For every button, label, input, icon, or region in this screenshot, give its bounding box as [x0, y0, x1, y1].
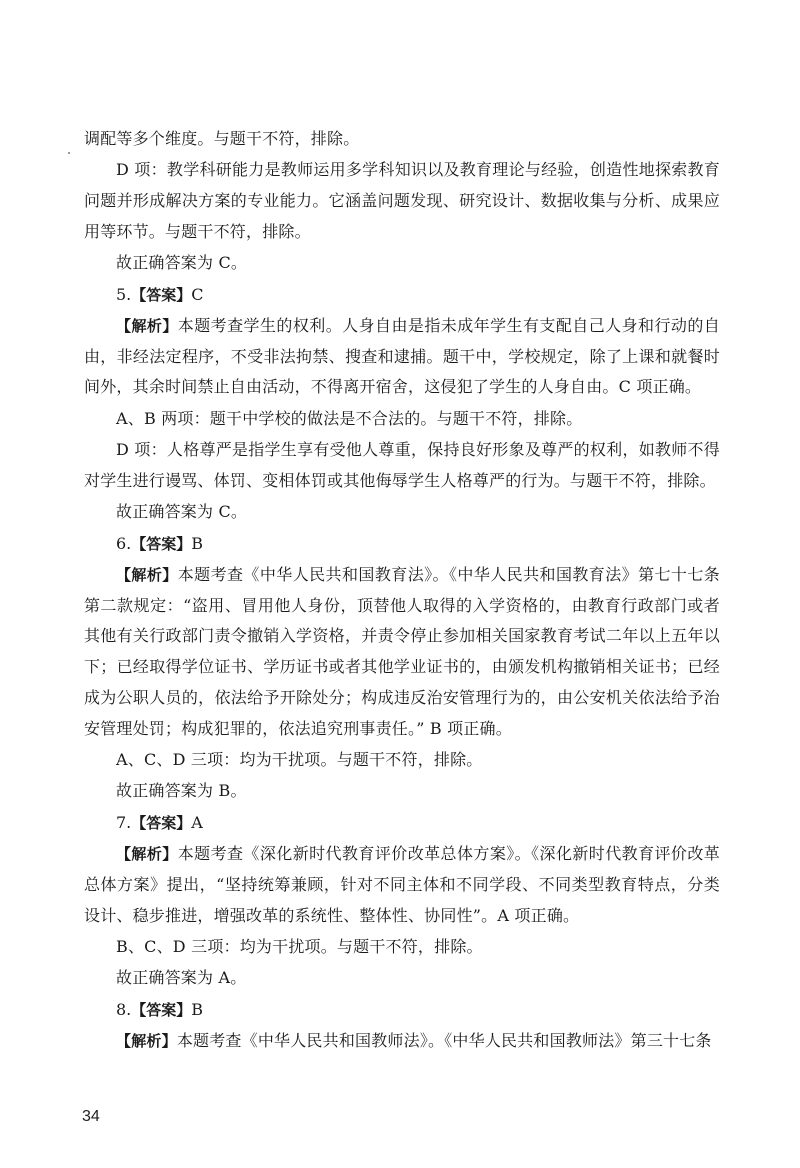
q5-analysis: [84, 311, 720, 403]
paragraph-continuation: 调配等多个维度。与题干不符，排除。: [84, 129, 360, 148]
q5-answer-line: [84, 280, 720, 311]
q5-analysis-text: 本题考查学生的权利。人身自由是指未成年学生有支配自己人身和行动的自由，非经法定程序，不受非法拘禁、搜查和逮捕。题干中，学校规定，除了上课和就餐时间外，其余时间禁止自由活动，不得离开宿舍，这侵犯了学生的人身自由。C 项正确。: [84, 315, 720, 397]
q5-analysis-tag: 【解析】: [116, 316, 178, 335]
q6-answer-tag: 【答案】: [131, 534, 192, 553]
q8-number: 8.: [116, 999, 132, 1019]
q7-answer-tag: 【答案】: [131, 813, 192, 832]
paragraph-option-d: D 项：教学科研能力是教师运用多学科知识以及教育理论与经验，创造性地探索教育问题并形成解决方案的专业能力。它涵盖问题发现、研究设计、数据收集与分析、成果应用等环节。与题干不符，排除。: [84, 160, 720, 241]
q5-option-ab: A、B 两项：题干中学校的做法是不合法的。与题干不符，排除。: [116, 408, 583, 428]
q8-analysis: [84, 1026, 720, 1057]
scan-speck: [68, 152, 70, 154]
q5-conclusion: 故正确答案为 C。: [116, 502, 248, 522]
q8-analysis-text: 本题考查《中华人民共和国教师法》。《中华人民共和国教师法》第三十七条: [176, 1031, 712, 1051]
q6-answer: B: [191, 533, 204, 553]
q5-answer-tag: 【答案】: [131, 285, 192, 304]
page-content: [84, 124, 720, 1057]
q6-answer-line: [84, 529, 720, 560]
q7-number: 7.: [116, 812, 132, 832]
q7-answer: A: [191, 812, 203, 832]
paragraph-conclusion-q4: 故正确答案为 C。: [116, 253, 248, 273]
q7-analysis-tag: 【解析】: [116, 845, 178, 864]
q8-answer: B: [191, 999, 204, 1019]
q5-option-d: D 项：人格尊严是指学生享有受他人尊重，保持良好形象及尊严的权利，如教师不得对学生进行谩骂、体罚、变相体罚或其他侮辱学生人格尊严的行为。与题干不符，排除。: [84, 440, 720, 490]
q6-conclusion: 故正确答案为 B。: [116, 781, 247, 801]
q7-option-bcd: B、C、D 三项：均为干扰项。与题干不符，排除。: [116, 936, 483, 956]
q7-conclusion: 故正确答案为 A。: [116, 968, 247, 988]
q8-answer-line: [84, 995, 720, 1026]
q5-answer: C: [191, 284, 204, 304]
q6-option-acd: A、C、D 三项：均为干扰项。与题干不符，排除。: [116, 749, 483, 769]
q8-analysis-tag: 【解析】: [116, 1032, 177, 1051]
q7-answer-line: [84, 808, 720, 839]
q6-analysis-tag: 【解析】: [116, 566, 178, 585]
q6-analysis-text: 本题考查《中华人民共和国教育法》。《中华人民共和国教育法》第七十七条第二款规定：“盗用、冒用他人身份，顶替他人取得的入学资格的，由教育行政部门或者其他有关行政部门责令撤销入学资格，并责令停止参加相关国家教育考试二年以上五年以下；已经取得学位证书、学历证书或者其他学业证书的，由颁发机构撤销相关证书；已经成为公职人员的，依法给予开除处分；构成违反治安管理行为的，由公安机关依法给予治安管理处罚；构成犯罪的，依法追究刑事责任。” B 项正确。: [84, 565, 720, 738]
q6-analysis: [84, 560, 720, 744]
q5-number: 5.: [116, 284, 132, 304]
page-number: 34: [82, 1108, 100, 1125]
q6-number: 6.: [116, 533, 132, 553]
q7-analysis-text: 本题考查《深化新时代教育评价改革总体方案》。《深化新时代教育评价改革总体方案》提出，“坚持统筹兼顾，针对不同主体和不同学段、不同类型教育特点，分类设计、稳步推进，增强改革的系统性、整体性、协同性”。A 项正确。: [84, 844, 720, 925]
q7-analysis: [84, 839, 720, 931]
q8-answer-tag: 【答案】: [131, 1000, 192, 1019]
